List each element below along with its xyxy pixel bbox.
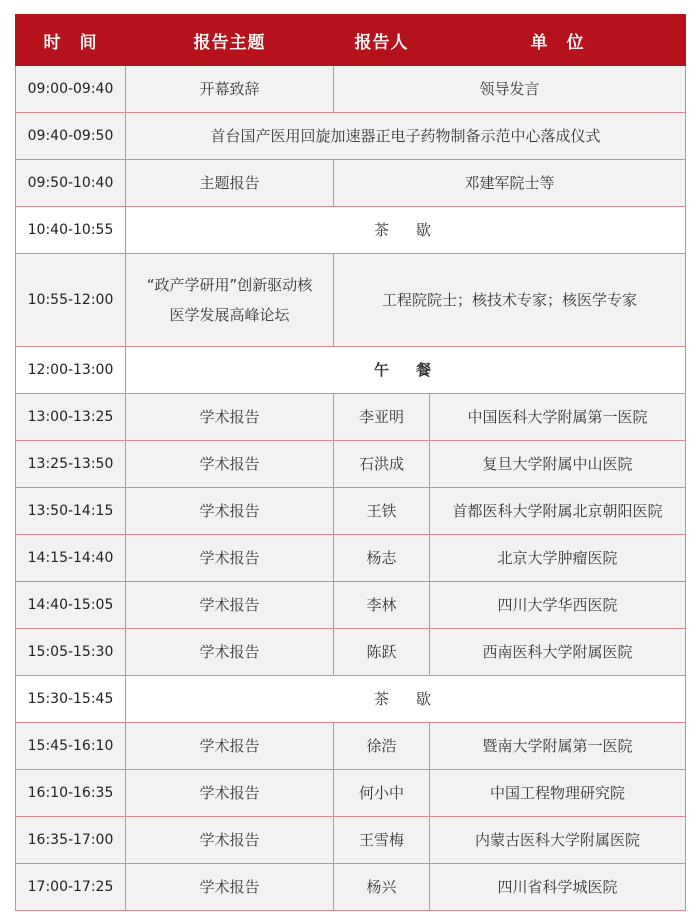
row-time: 15:45-16:10 xyxy=(16,723,126,770)
row-speaker: 李林 xyxy=(334,582,430,629)
row-unit: 邓建军院士等 xyxy=(334,160,686,207)
row-span-text: 首台国产医用回旋加速器正电子药物制备示范中心落成仪式 xyxy=(126,113,686,160)
break-text: 午 餐 xyxy=(373,361,437,379)
row-time: 15:05-15:30 xyxy=(16,629,126,676)
row-topic: 主题报告 xyxy=(126,160,334,207)
row-topic: 学术报告 xyxy=(126,394,334,441)
row-topic: 学术报告 xyxy=(126,864,334,911)
row-time: 10:55-12:00 xyxy=(16,254,126,347)
table-row xyxy=(16,723,686,770)
table-row xyxy=(16,582,686,629)
row-unit: 西南医科大学附属医院 xyxy=(430,629,686,676)
header-topic: 报告主题 xyxy=(126,15,334,66)
table-row xyxy=(16,347,686,394)
row-time: 14:15-14:40 xyxy=(16,535,126,582)
row-time: 10:40-10:55 xyxy=(16,207,126,254)
row-speaker: 杨志 xyxy=(334,535,430,582)
header-speaker: 报告人 xyxy=(334,15,430,66)
row-time: 15:30-15:45 xyxy=(16,676,126,723)
row-unit: 领导发言 xyxy=(334,66,686,113)
break-label xyxy=(126,207,686,254)
table-row xyxy=(16,535,686,582)
row-speaker: 石洪成 xyxy=(334,441,430,488)
row-unit: 中国医科大学附属第一医院 xyxy=(430,394,686,441)
header-time: 时 间 xyxy=(16,15,126,66)
table-row xyxy=(16,817,686,864)
table-row xyxy=(16,488,686,535)
row-time: 14:40-15:05 xyxy=(16,582,126,629)
row-speaker: 李亚明 xyxy=(334,394,430,441)
row-unit: 复旦大学附属中山医院 xyxy=(430,441,686,488)
table-row xyxy=(16,394,686,441)
break-text: 茶 歇 xyxy=(373,221,437,239)
row-topic xyxy=(126,254,334,347)
row-unit: 工程院院士；核技术专家；核医学专家 xyxy=(334,254,686,347)
table-row xyxy=(16,864,686,911)
row-speaker: 王铁 xyxy=(334,488,430,535)
row-speaker: 何小中 xyxy=(334,770,430,817)
topic-line1: “政产学研用”创新驱动核 xyxy=(146,276,313,294)
row-topic: 学术报告 xyxy=(126,629,334,676)
table-row xyxy=(16,770,686,817)
row-unit: 内蒙古医科大学附属医院 xyxy=(430,817,686,864)
row-time: 16:10-16:35 xyxy=(16,770,126,817)
break-label xyxy=(126,676,686,723)
row-topic: 学术报告 xyxy=(126,582,334,629)
row-time: 12:00-13:00 xyxy=(16,347,126,394)
row-unit: 四川大学华西医院 xyxy=(430,582,686,629)
row-time: 09:00-09:40 xyxy=(16,66,126,113)
row-topic: 学术报告 xyxy=(126,817,334,864)
row-time: 13:25-13:50 xyxy=(16,441,126,488)
row-topic: 学术报告 xyxy=(126,770,334,817)
table-row xyxy=(16,441,686,488)
header-unit: 单 位 xyxy=(430,15,686,66)
row-time: 17:00-17:25 xyxy=(16,864,126,911)
row-unit: 首都医科大学附属北京朝阳医院 xyxy=(430,488,686,535)
row-topic: 学术报告 xyxy=(126,535,334,582)
break-label xyxy=(126,347,686,394)
schedule-table xyxy=(15,14,686,911)
table-row xyxy=(16,66,686,113)
row-speaker: 陈跃 xyxy=(334,629,430,676)
table-row xyxy=(16,629,686,676)
row-topic: 学术报告 xyxy=(126,441,334,488)
row-time: 09:40-09:50 xyxy=(16,113,126,160)
row-unit: 暨南大学附属第一医院 xyxy=(430,723,686,770)
break-text: 茶 歇 xyxy=(373,690,437,708)
row-topic: 学术报告 xyxy=(126,723,334,770)
table-row xyxy=(16,676,686,723)
row-time: 13:00-13:25 xyxy=(16,394,126,441)
row-speaker: 王雪梅 xyxy=(334,817,430,864)
row-speaker: 杨兴 xyxy=(334,864,430,911)
table-row xyxy=(16,254,686,347)
topic-line2: 医学发展高峰论坛 xyxy=(169,306,290,324)
table-row xyxy=(16,207,686,254)
row-unit: 北京大学肿瘤医院 xyxy=(430,535,686,582)
table-row xyxy=(16,160,686,207)
row-time: 16:35-17:00 xyxy=(16,817,126,864)
row-time: 13:50-14:15 xyxy=(16,488,126,535)
row-topic: 开幕致辞 xyxy=(126,66,334,113)
row-topic: 学术报告 xyxy=(126,488,334,535)
table-row xyxy=(16,113,686,160)
table-header xyxy=(16,15,686,66)
row-unit: 中国工程物理研究院 xyxy=(430,770,686,817)
row-time: 09:50-10:40 xyxy=(16,160,126,207)
row-speaker: 徐浩 xyxy=(334,723,430,770)
row-unit: 四川省科学城医院 xyxy=(430,864,686,911)
